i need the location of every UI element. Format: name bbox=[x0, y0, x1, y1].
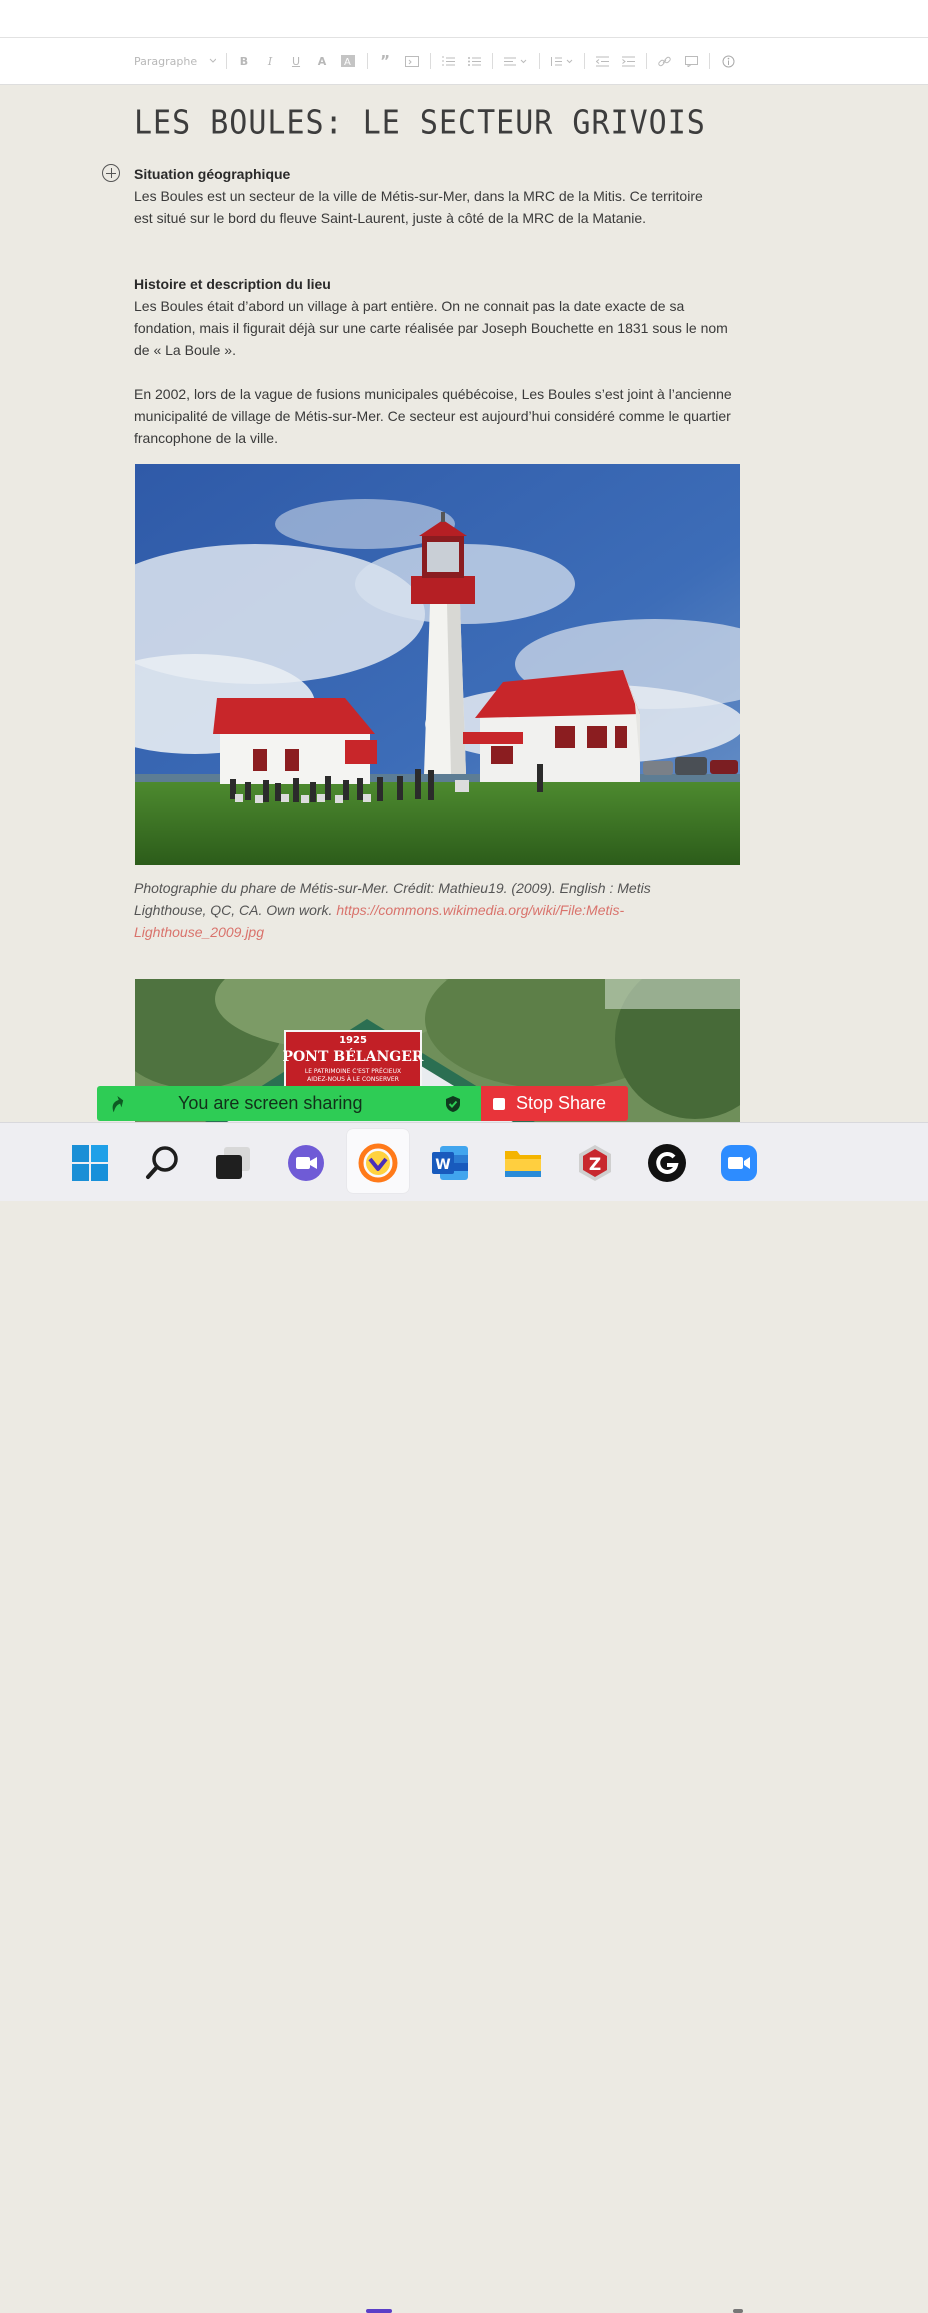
toolbar-divider bbox=[539, 53, 540, 69]
comment-icon[interactable] bbox=[682, 38, 700, 84]
browser-icon[interactable] bbox=[358, 1143, 398, 1183]
blockquote-icon[interactable]: ” bbox=[380, 52, 390, 70]
svg-text:A: A bbox=[344, 57, 351, 67]
align-icon[interactable] bbox=[502, 38, 530, 84]
outdent-icon[interactable] bbox=[594, 38, 610, 84]
add-block-icon[interactable] bbox=[102, 164, 120, 182]
zoom-icon[interactable] bbox=[719, 1143, 759, 1183]
start-icon[interactable] bbox=[70, 1143, 110, 1183]
bold-icon[interactable]: B bbox=[239, 54, 249, 68]
paragraph-style-select[interactable] bbox=[134, 38, 216, 84]
file-explorer-icon[interactable] bbox=[503, 1143, 543, 1183]
line-height-icon[interactable] bbox=[548, 38, 576, 84]
sign-year: 1925 bbox=[339, 1035, 367, 1046]
lighthouse-photo bbox=[135, 464, 740, 865]
sign-subtitle: LE PATRIMOINE C'EST PRÉCIEUX bbox=[304, 1068, 402, 1075]
screen-sharing-status: You are screen sharing bbox=[178, 1093, 363, 1113]
toolbar-divider bbox=[646, 53, 647, 69]
share-arrow-icon bbox=[108, 1095, 124, 1113]
screen-sharing-bar[interactable] bbox=[97, 1086, 481, 1121]
article-title: LES BOULES: LE SECTEUR GRIVOIS bbox=[134, 104, 706, 143]
stop-share-button[interactable] bbox=[481, 1086, 628, 1121]
text-color-icon[interactable]: A bbox=[317, 54, 327, 68]
svg-text:W: W bbox=[435, 1157, 451, 1173]
underline-icon[interactable]: U bbox=[291, 54, 301, 68]
word-icon[interactable] bbox=[430, 1143, 470, 1183]
photo-caption bbox=[134, 877, 694, 943]
editor-header bbox=[0, 0, 928, 38]
caption-link[interactable]: https://commons.wikimedia.org/wiki/File:Metis-Lighthouse_2009.jpg bbox=[134, 902, 625, 940]
section-paragraph: En 2002, lors de la vague de fusions municipales québécoise, Les Boules s’est joint à l’ancienne municipalité de village de Métis-sur-Mer. Ce secteur est aujourd’hui considéré comme le quartier francophone de la ville. bbox=[134, 386, 732, 446]
toolbar-divider bbox=[226, 53, 227, 69]
highlight-icon[interactable] bbox=[340, 38, 356, 84]
section-heading: Histoire et description du lieu bbox=[134, 276, 331, 292]
sign-title: PONT BÉLANGER bbox=[282, 1049, 424, 1065]
link-icon[interactable] bbox=[656, 38, 672, 84]
section-geography bbox=[134, 163, 744, 229]
active-app-indicator bbox=[366, 2309, 392, 2313]
ordered-list-icon[interactable] bbox=[440, 38, 456, 84]
section-heading: Situation géographique bbox=[134, 166, 291, 182]
chevron-down-icon bbox=[209, 58, 216, 64]
section-paragraph: Les Boules était d’abord un village à part entière. On ne connait pas la date exacte de sa fondation, mais il figurait déjà sur une carte réalisée par Joseph Bouchette en 1831 sous le nom de « La Boule ». bbox=[134, 298, 728, 358]
search-icon[interactable] bbox=[143, 1143, 183, 1183]
github-icon[interactable] bbox=[647, 1143, 687, 1183]
svg-text:Z: Z bbox=[588, 1155, 602, 1175]
toolbar-divider bbox=[492, 53, 493, 69]
stop-icon bbox=[493, 1098, 505, 1110]
section-paragraph: Les Boules est un secteur de la ville de Métis-sur-Mer, dans la MRC de la Mitis. Ce territoire est situé sur le bord du fleuve Saint-Laurent, juste à côté de la MRC de la Matanie. bbox=[134, 188, 703, 226]
sign-subtitle: AIDEZ-NOUS À LE CONSERVER bbox=[307, 1076, 399, 1083]
formatting-toolbar bbox=[0, 38, 928, 85]
toolbar-divider bbox=[367, 53, 368, 69]
stop-share-label: Stop Share bbox=[516, 1093, 607, 1113]
toolbar-divider bbox=[430, 53, 431, 69]
running-app-indicator bbox=[733, 2309, 743, 2313]
toolbar-divider bbox=[584, 53, 585, 69]
task-view-icon[interactable] bbox=[214, 1143, 254, 1183]
embed-icon[interactable] bbox=[403, 38, 421, 84]
section-history bbox=[134, 273, 744, 449]
indent-icon[interactable] bbox=[620, 38, 636, 84]
zotero-icon[interactable] bbox=[575, 1143, 615, 1183]
bullet-list-icon[interactable] bbox=[466, 38, 482, 84]
toolbar-divider bbox=[709, 53, 710, 69]
shield-icon bbox=[445, 1095, 461, 1113]
taskbar bbox=[0, 1122, 928, 1201]
info-icon[interactable] bbox=[720, 38, 736, 84]
teams-chat-icon[interactable] bbox=[286, 1143, 326, 1183]
paragraph-style-label: Paragraphe bbox=[134, 54, 198, 68]
caption-text: Photographie du phare de Métis-sur-Mer. Crédit: Mathieu19. (2009). English : Metis Lighthouse, QC, CA. Own work. bbox=[134, 880, 651, 918]
italic-icon[interactable]: I bbox=[267, 54, 273, 68]
